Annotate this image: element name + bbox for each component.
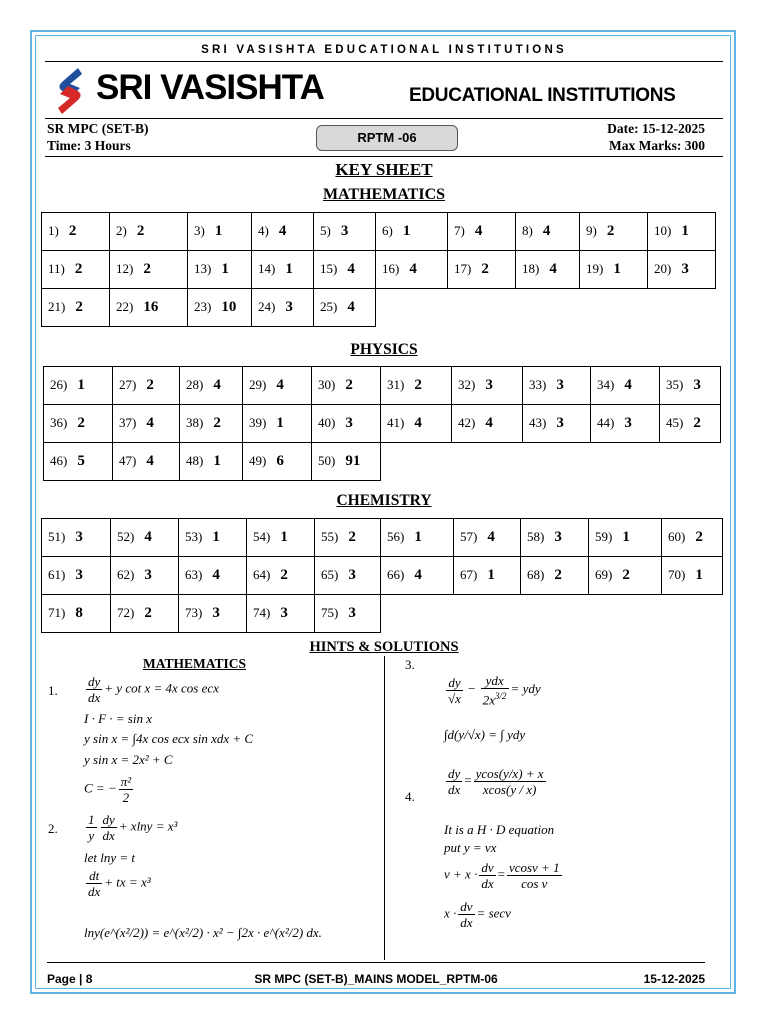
answer-cell <box>110 213 188 251</box>
hint-q1-line2: I · F · = sin x <box>84 711 152 726</box>
header-rule-bottom <box>45 118 723 119</box>
answer-value: 2 <box>68 223 77 239</box>
answer-value: 2 <box>414 377 422 393</box>
answer-cell <box>247 519 315 557</box>
hint-q4-line5: x · $\frac{dv}{dx}$ = secv <box>444 899 511 930</box>
answer-cell <box>312 367 381 405</box>
hint-q4-line3: put y = vx <box>444 840 497 855</box>
answer-value: 3 <box>280 605 288 621</box>
question-number: 9) <box>586 223 597 238</box>
answer-cell <box>648 251 716 289</box>
answer-cell <box>179 595 247 633</box>
answer-cell <box>452 405 523 443</box>
answer-cell <box>314 251 376 289</box>
answer-value: 4 <box>624 377 632 393</box>
test-badge: RPTM -06 <box>316 125 458 151</box>
answer-value: 1 <box>681 223 689 239</box>
answer-cell <box>580 213 648 251</box>
question-number: 35) <box>666 377 684 392</box>
question-number: 14) <box>258 261 276 276</box>
question-number: 50) <box>318 453 336 468</box>
answer-cell <box>247 557 315 595</box>
answer-cell <box>589 519 662 557</box>
answer-cell <box>312 443 381 481</box>
answer-cell <box>243 443 312 481</box>
answer-cell <box>113 405 180 443</box>
question-number: 70) <box>668 567 686 582</box>
answer-cell <box>660 367 721 405</box>
brand-subtitle: EDUCATIONAL INSTITUTIONS <box>409 85 676 106</box>
answer-cell <box>516 251 580 289</box>
question-number: 12) <box>116 261 134 276</box>
answer-value: 2 <box>280 567 288 583</box>
answer-cell <box>591 405 660 443</box>
page-footer <box>47 962 705 989</box>
answer-value: 2 <box>77 415 85 431</box>
answer-cell <box>314 213 376 251</box>
answer-cell <box>381 405 452 443</box>
answer-value: 5 <box>77 453 85 469</box>
max-marks-label: Max Marks: 300 <box>609 138 705 153</box>
question-number: 29) <box>249 377 267 392</box>
question-number: 54) <box>253 529 271 544</box>
answer-value: 1 <box>613 261 621 277</box>
answer-cell <box>523 405 591 443</box>
question-number: 58) <box>527 529 545 544</box>
footer-date: 15-12-2025 <box>643 972 705 986</box>
answer-cell <box>113 443 180 481</box>
hint-q2-line1: $\frac{1}{y}$ $\frac{dy}{dx}$ + xlny = x³ <box>88 812 178 843</box>
answer-value: 1 <box>214 223 223 239</box>
answer-cell <box>315 557 381 595</box>
answer-value: 1 <box>487 567 495 583</box>
answer-grid-mathematics <box>41 212 716 327</box>
question-number: 19) <box>586 261 604 276</box>
answer-value: 16 <box>143 299 159 315</box>
question-number: 60) <box>668 529 686 544</box>
answer-value: 2 <box>75 299 83 315</box>
question-number: 71) <box>48 605 66 620</box>
answer-cell <box>452 367 523 405</box>
answer-row <box>42 213 716 251</box>
answer-value: 3 <box>348 605 356 621</box>
answer-value: 3 <box>345 415 353 431</box>
question-number: 22) <box>116 299 134 314</box>
question-number: 4) <box>258 223 269 238</box>
answer-cell <box>180 367 243 405</box>
hint-q1-line5: C = − $\frac{\text{π²}}{2}$ <box>84 774 132 805</box>
answer-value: 2 <box>481 261 489 277</box>
answer-value: 3 <box>348 567 356 583</box>
question-number: 47) <box>119 453 137 468</box>
answer-value: 4 <box>212 567 220 583</box>
answer-value: 1 <box>695 567 703 583</box>
hint-q3-number: 3. <box>405 657 415 672</box>
answer-value: 4 <box>213 377 221 393</box>
question-number: 28) <box>186 377 204 392</box>
answer-cell <box>648 213 716 251</box>
question-number: 65) <box>321 567 339 582</box>
question-number: 17) <box>454 261 472 276</box>
answer-value: 4 <box>485 415 493 431</box>
footer-page-number: Page | 8 <box>47 972 93 986</box>
answer-value: 2 <box>693 415 701 431</box>
question-number: 48) <box>186 453 204 468</box>
hint-q1-line3: y sin x = ∫4x cos ecx sin xdx + C <box>84 731 254 746</box>
question-number: 39) <box>249 415 267 430</box>
answer-value: 4 <box>347 261 355 277</box>
answer-value: 91 <box>345 453 361 469</box>
question-number: 69) <box>595 567 613 582</box>
question-number: 56) <box>387 529 405 544</box>
answer-cell <box>312 405 381 443</box>
question-number: 42) <box>458 415 476 430</box>
answer-cell <box>111 595 179 633</box>
answer-value: 2 <box>143 261 151 277</box>
answer-cell <box>591 367 660 405</box>
answer-value: 3 <box>75 529 83 545</box>
question-number: 41) <box>387 415 405 430</box>
answer-cell <box>42 557 111 595</box>
answer-cell <box>180 443 243 481</box>
hint-q2-number: 2. <box>48 821 58 836</box>
answer-row <box>44 367 721 405</box>
answer-cell <box>247 595 315 633</box>
answer-row <box>44 405 721 443</box>
answer-value: 3 <box>624 415 632 431</box>
hint-q4-line1: $\frac{dy}{dx}$ = $\frac{ycos(y/x) + x}{xcos(y / x)}$ <box>448 766 544 797</box>
answer-cell <box>314 289 376 327</box>
answer-value: 4 <box>474 223 483 239</box>
question-number: 74) <box>253 605 271 620</box>
question-number: 66) <box>387 567 405 582</box>
question-number: 61) <box>48 567 66 582</box>
answer-value: 3 <box>693 377 701 393</box>
question-number: 46) <box>50 453 68 468</box>
answer-value: 3 <box>212 605 220 621</box>
question-number: 5) <box>320 223 331 238</box>
hint-q3-line1: $\frac{dy}{√x}$ − $\frac{\text{ydx}}{2x^{3/2}}$ = ydy <box>448 673 541 708</box>
question-number: 10) <box>654 223 672 238</box>
answer-cell <box>381 367 452 405</box>
answer-row <box>42 289 716 327</box>
answer-cell <box>252 251 314 289</box>
question-number: 55) <box>321 529 339 544</box>
question-number: 68) <box>527 567 545 582</box>
answer-value: 2 <box>213 415 221 431</box>
answer-cell <box>42 519 111 557</box>
hint-q4-line2: It is a H · D equation <box>444 822 555 837</box>
question-number: 20) <box>654 261 672 276</box>
question-number: 53) <box>185 529 203 544</box>
time-label: Time: 3 Hours <box>47 138 131 153</box>
question-number: 30) <box>318 377 336 392</box>
answer-cell <box>243 367 312 405</box>
answer-cell <box>44 405 113 443</box>
question-number: 75) <box>321 605 339 620</box>
footer-title: SR MPC (SET-B)_MAINS MODEL_RPTM-06 <box>254 972 498 986</box>
answer-value: 1 <box>212 529 220 545</box>
hint-q2-line3: $\frac{dt}{dx}$ + tx = x³ <box>88 868 151 899</box>
question-number: 73) <box>185 605 203 620</box>
answer-value: 1 <box>221 261 229 277</box>
answer-value: 3 <box>556 415 564 431</box>
question-number: 64) <box>253 567 271 582</box>
answer-cell <box>180 405 243 443</box>
answer-row <box>42 519 723 557</box>
answer-value: 2 <box>136 223 145 239</box>
hint-q4-line4: v + x · $\frac{dv}{dx}$ = $\frac{vcosv + 1}{\text{cos v}}$ <box>444 860 560 891</box>
answer-cell <box>179 519 247 557</box>
hint-q1-line4: y sin x = 2x² + C <box>84 752 173 767</box>
answer-grid-chemistry <box>41 518 723 633</box>
question-number: 49) <box>249 453 267 468</box>
answer-value: 1 <box>285 261 293 277</box>
institution-logo-icon <box>50 64 90 118</box>
answer-cell <box>448 251 516 289</box>
answer-cell <box>662 519 723 557</box>
question-number: 32) <box>458 377 476 392</box>
question-number: 16) <box>382 261 400 276</box>
section-title-chemistry: CHEMISTRY <box>336 492 432 509</box>
institution-top-line: SRI VASISHTA EDUCATIONAL INSTITUTIONS <box>201 44 567 56</box>
empty-cell <box>376 289 716 327</box>
answer-value: 3 <box>340 223 349 239</box>
answer-value: 2 <box>554 567 562 583</box>
answer-cell <box>44 367 113 405</box>
answer-cell <box>376 251 448 289</box>
answer-cell <box>188 213 252 251</box>
hint-q1-number: 1. <box>48 683 58 698</box>
answer-value: 2 <box>146 377 154 393</box>
answer-value: 1 <box>622 529 630 545</box>
hint-q1-line1: $\frac{dy}{dx}$ + y cot x = 4x cos ecx <box>88 674 219 705</box>
answer-value: 4 <box>347 299 355 315</box>
answer-cell <box>42 213 110 251</box>
question-number: 72) <box>117 605 135 620</box>
answer-cell <box>44 443 113 481</box>
question-number: 51) <box>48 529 66 544</box>
answer-cell <box>448 213 516 251</box>
answer-value: 3 <box>144 567 152 583</box>
empty-cell <box>381 443 721 481</box>
answer-value: 8 <box>75 605 83 621</box>
answer-cell <box>42 595 111 633</box>
answer-cell <box>252 289 314 327</box>
answer-row <box>42 557 723 595</box>
question-number: 1) <box>48 223 59 238</box>
question-number: 59) <box>595 529 613 544</box>
answer-value: 4 <box>146 415 154 431</box>
question-number: 33) <box>529 377 547 392</box>
answer-value: 4 <box>549 261 557 277</box>
question-number: 25) <box>320 299 338 314</box>
answer-cell <box>42 251 110 289</box>
question-number: 34) <box>597 377 615 392</box>
answer-cell <box>580 251 648 289</box>
answer-value: 1 <box>402 223 411 239</box>
answer-value: 3 <box>485 377 493 393</box>
answer-value: 4 <box>144 529 152 545</box>
question-number: 63) <box>185 567 203 582</box>
answer-value: 1 <box>280 529 288 545</box>
column-divider <box>384 656 385 960</box>
answer-cell <box>252 213 314 251</box>
question-number: 2) <box>116 223 127 238</box>
answer-value: 2 <box>606 223 615 239</box>
question-number: 21) <box>48 299 66 314</box>
section-title-mathematics: MATHEMATICS <box>322 186 446 203</box>
answer-cell <box>454 557 521 595</box>
question-number: 11) <box>48 261 65 276</box>
answer-value: 4 <box>409 261 417 277</box>
question-number: 62) <box>117 567 135 582</box>
answer-value: 4 <box>278 223 287 239</box>
answer-value: 3 <box>75 567 83 583</box>
answer-cell <box>516 213 580 251</box>
answer-value: 4 <box>414 567 422 583</box>
hint-q2-line4: lny(e^(x²/2)) = e^(x²/2) · x² − ∫2x · e^(x²/2) dx. <box>84 925 322 940</box>
answer-cell <box>521 519 589 557</box>
question-number: 52) <box>117 529 135 544</box>
section-title-physics: PHYSICS <box>350 341 418 358</box>
answer-cell <box>111 557 179 595</box>
question-number: 44) <box>597 415 615 430</box>
answer-cell <box>589 557 662 595</box>
question-number: 67) <box>460 567 478 582</box>
answer-cell <box>523 367 591 405</box>
answer-row <box>42 251 716 289</box>
answer-value: 4 <box>146 453 154 469</box>
answer-value: 3 <box>556 377 564 393</box>
answer-cell <box>110 251 188 289</box>
answer-cell <box>188 289 252 327</box>
question-number: 31) <box>387 377 405 392</box>
answer-value: 10 <box>221 299 237 315</box>
answer-value: 2 <box>144 605 152 621</box>
question-number: 6) <box>382 223 393 238</box>
question-number: 15) <box>320 261 338 276</box>
answer-value: 2 <box>74 261 83 277</box>
answer-cell <box>662 557 723 595</box>
answer-value: 1 <box>77 377 85 393</box>
answer-cell <box>381 519 454 557</box>
answer-value: 3 <box>285 299 293 315</box>
answer-value: 4 <box>487 529 495 545</box>
date-label: Date: 15-12-2025 <box>607 121 705 136</box>
question-number: 36) <box>50 415 68 430</box>
answer-value: 4 <box>542 223 551 239</box>
question-number: 40) <box>318 415 336 430</box>
question-number: 3) <box>194 223 205 238</box>
hint-q3-line2: ∫d(y/√x) = ∫ ydy <box>444 727 526 742</box>
answer-value: 1 <box>213 453 221 469</box>
hints-subject-title: MATHEMATICS <box>143 656 247 671</box>
question-number: 26) <box>50 377 68 392</box>
answer-cell <box>454 519 521 557</box>
question-number: 45) <box>666 415 684 430</box>
answer-cell <box>315 519 381 557</box>
course-label: SR MPC (SET-B) <box>47 121 149 136</box>
question-number: 7) <box>454 223 465 238</box>
answer-value: 2 <box>622 567 630 583</box>
answer-value: 2 <box>348 529 356 545</box>
key-sheet-title: KEY SHEET <box>335 160 433 179</box>
question-number: 27) <box>119 377 137 392</box>
answer-cell <box>660 405 721 443</box>
answer-cell <box>113 367 180 405</box>
answer-value: 4 <box>414 415 422 431</box>
question-number: 8) <box>522 223 533 238</box>
question-number: 18) <box>522 261 540 276</box>
answer-cell <box>521 557 589 595</box>
answer-cell <box>381 557 454 595</box>
answer-cell <box>42 289 110 327</box>
question-number: 43) <box>529 415 547 430</box>
answer-value: 2 <box>345 377 353 393</box>
answer-row <box>44 443 721 481</box>
hint-q4-number: 4. <box>405 789 415 804</box>
question-number: 37) <box>119 415 137 430</box>
answer-row <box>42 595 723 633</box>
question-number: 23) <box>194 299 212 314</box>
hints-title: HINTS & SOLUTIONS <box>309 639 459 655</box>
answer-grid-physics <box>43 366 721 481</box>
question-number: 24) <box>258 299 276 314</box>
header-rule-top <box>45 61 723 62</box>
answer-cell <box>243 405 312 443</box>
answer-value: 2 <box>695 529 703 545</box>
question-number: 57) <box>460 529 478 544</box>
question-number: 38) <box>186 415 204 430</box>
answer-value: 3 <box>554 529 562 545</box>
answer-cell <box>111 519 179 557</box>
header-rule-sub <box>45 156 723 157</box>
answer-cell <box>376 213 448 251</box>
answer-value: 4 <box>276 377 284 393</box>
empty-cell <box>381 595 723 633</box>
question-number: 13) <box>194 261 212 276</box>
hint-q2-line2: let lny = t <box>84 850 136 865</box>
answer-value: 1 <box>276 415 284 431</box>
answer-cell <box>110 289 188 327</box>
answer-cell <box>315 595 381 633</box>
answer-value: 1 <box>414 529 422 545</box>
brand-name: SRI VASISHTA <box>96 68 324 107</box>
answer-value: 3 <box>681 261 689 277</box>
answer-cell <box>188 251 252 289</box>
answer-value: 6 <box>276 453 284 469</box>
answer-cell <box>179 557 247 595</box>
